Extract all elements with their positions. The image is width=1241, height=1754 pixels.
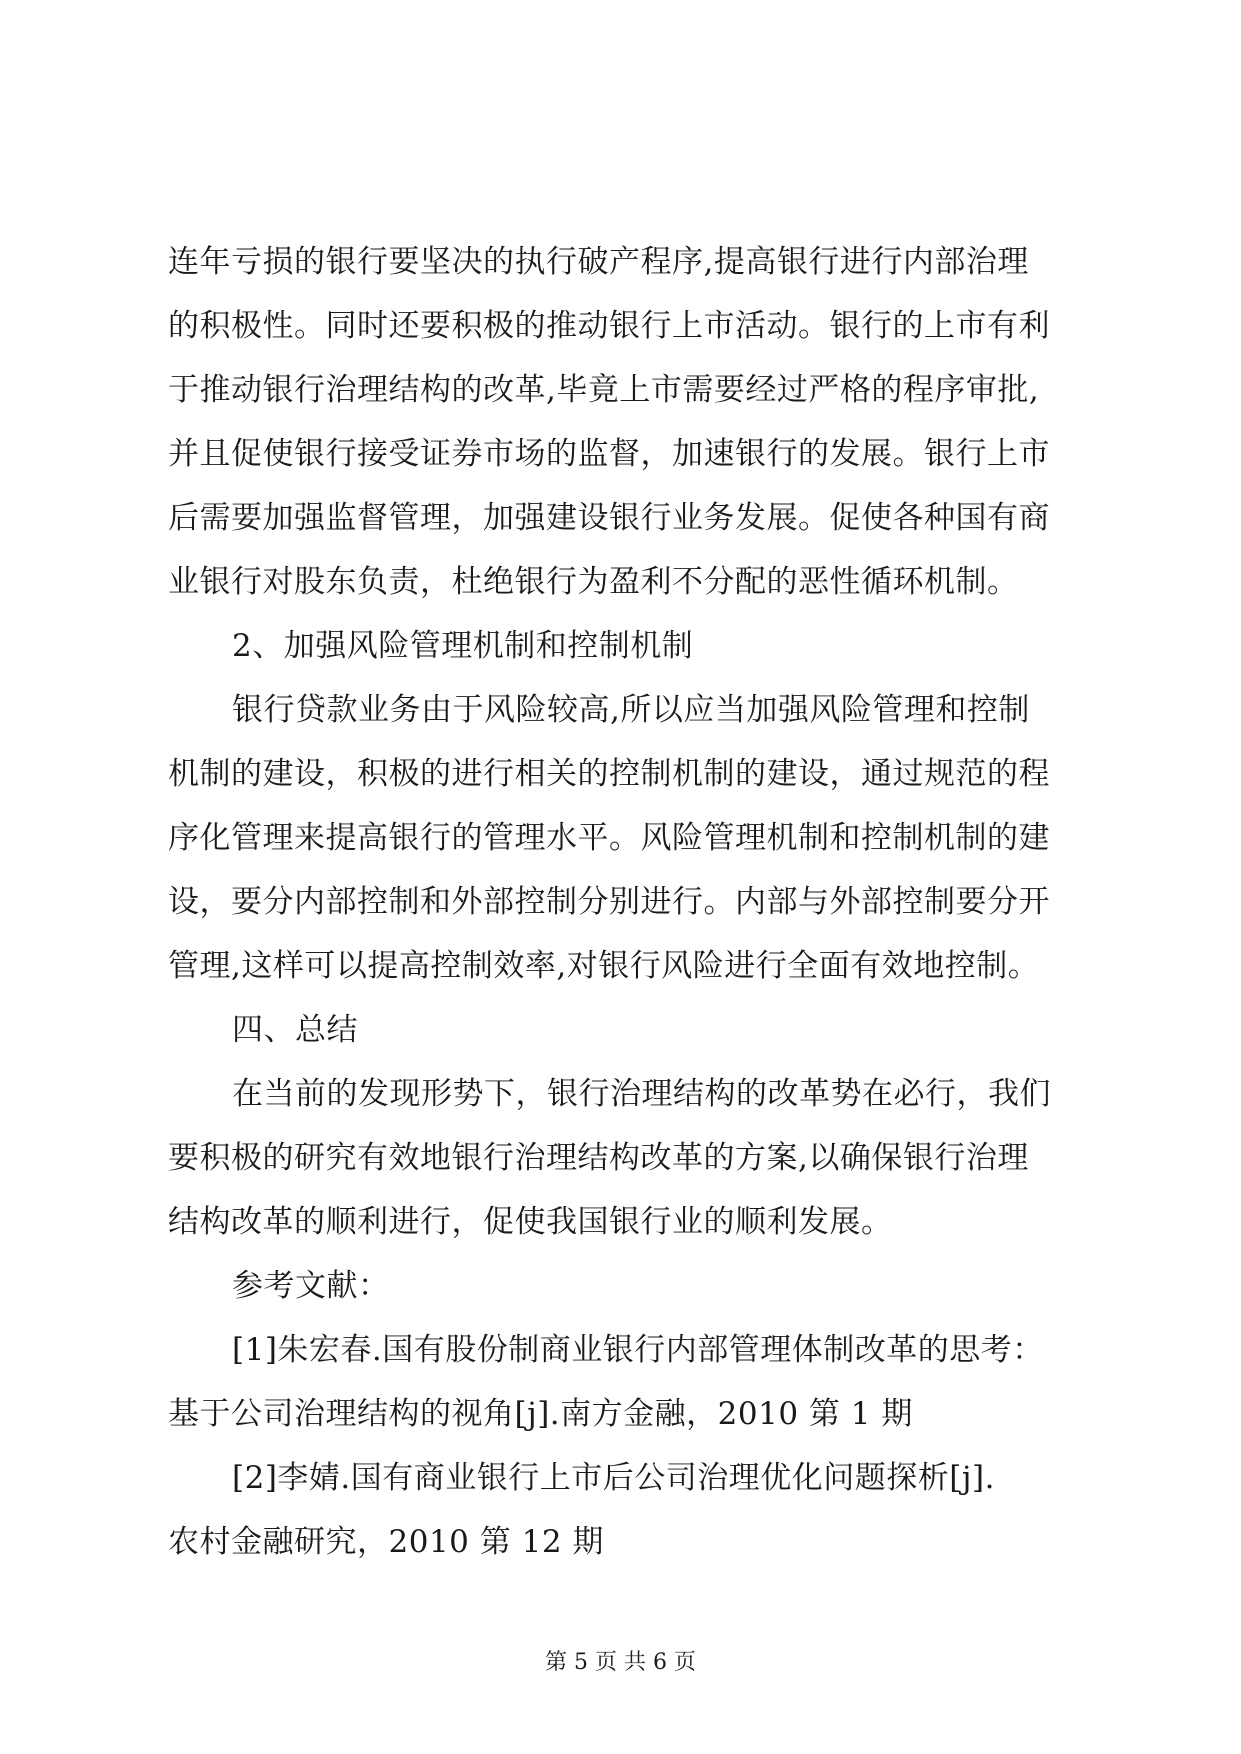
text-line: 在当前的发现形势下，银行治理结构的改革势在必行，我们 — [232, 1076, 1051, 1112]
section-heading-summary — [168, 998, 1128, 1062]
text-line: 业银行对股东负责，杜绝银行为盈利不分配的恶性循环机制。 — [168, 564, 1019, 600]
references-heading — [168, 1254, 1128, 1318]
page-number: 第 5 页 共 6 页 — [545, 1650, 696, 1675]
reference-item-1 — [168, 1318, 1128, 1446]
text-line: 的积极性。同时还要积极的推动银行上市活动。银行的上市有利 — [168, 308, 1050, 344]
paragraph-summary — [168, 1062, 1128, 1254]
text-line: 序化管理来提高银行的管理水平。风险管理机制和控制机制的建 — [168, 820, 1050, 856]
text-line: 管理,这样可以提高控制效率,对银行风险进行全面有效地控制。 — [168, 948, 1040, 984]
text-line: [1]朱宏春.国有股份制商业银行内部管理体制改革的思考： — [232, 1332, 1044, 1368]
section-heading-risk-management — [168, 614, 1128, 678]
reference-item-2 — [168, 1446, 1128, 1574]
text-line: 并且促使银行接受证券市场的监督，加速银行的发展。银行上市 — [168, 436, 1050, 472]
document-body — [168, 230, 1128, 1574]
text-line: 设，要分内部控制和外部控制分别进行。内部与外部控制要分开 — [168, 884, 1050, 920]
text-line: 要积极的研究有效地银行治理结构改革的方案,以确保银行治理 — [168, 1140, 1029, 1176]
text-line: 基于公司治理结构的视角[j].南方金融，2010 第 1 期 — [168, 1396, 913, 1432]
text-line: 结构改革的顺利进行，促使我国银行业的顺利发展。 — [168, 1204, 893, 1240]
text-line: 农村金融研究，2010 第 12 期 — [168, 1524, 604, 1560]
text-line: [2]李婧.国有商业银行上市后公司治理优化问题探析[j]. — [232, 1460, 995, 1496]
paragraph-continuation — [168, 230, 1128, 614]
text-line: 于推动银行治理结构的改革,毕竟上市需要经过严格的程序审批, — [168, 372, 1040, 408]
text-line: 银行贷款业务由于风险较高,所以应当加强风险管理和控制 — [232, 692, 1030, 728]
paragraph-risk-management — [168, 678, 1128, 998]
text-line: 连年亏损的银行要坚决的执行破产程序,提高银行进行内部治理 — [168, 244, 1029, 280]
heading-text: 2、加强风险管理机制和控制机制 — [232, 628, 694, 664]
page-footer — [0, 1648, 1241, 1678]
text-line: 机制的建设，积极的进行相关的控制机制的建设，通过规范的程 — [168, 756, 1050, 792]
heading-text: 四、总结 — [232, 1012, 358, 1048]
heading-text: 参考文献： — [232, 1268, 390, 1304]
text-line: 后需要加强监督管理，加强建设银行业务发展。促使各种国有商 — [168, 500, 1050, 536]
